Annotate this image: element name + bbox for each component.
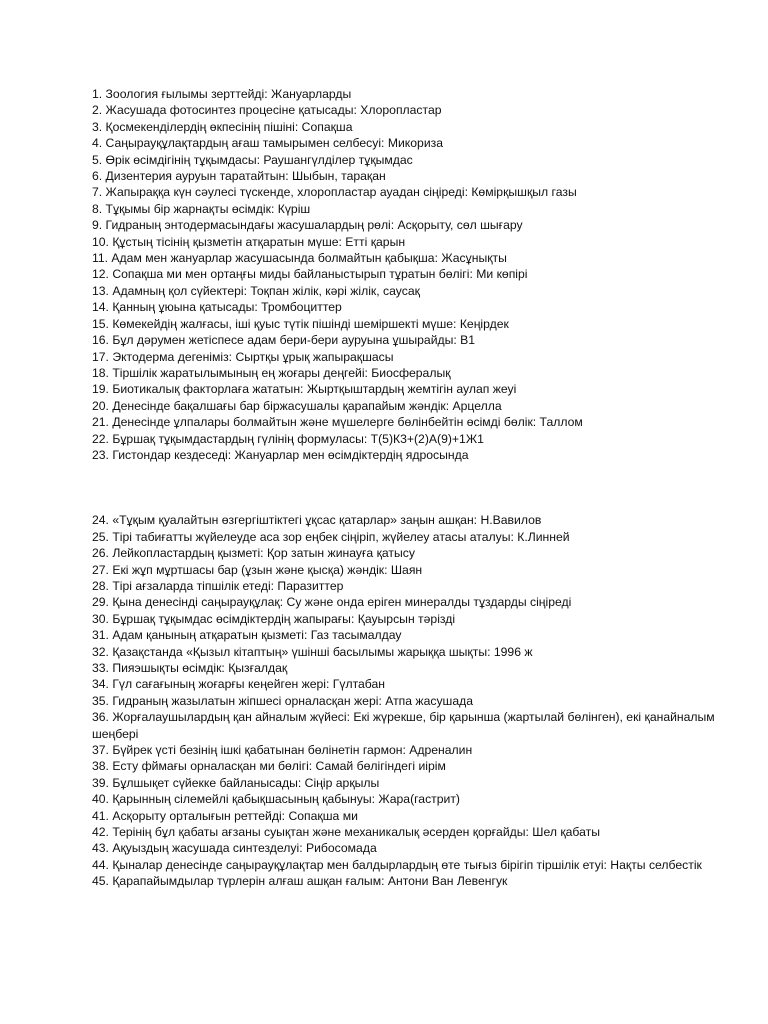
qa-item: 8. Тұқымы бір жарнақты өсімдік: Күріш bbox=[92, 201, 311, 216]
qa-list-part2 bbox=[92, 512, 752, 889]
qa-item: 35. Гидраның жазылатын жіпшесі орналасқан жері: Атпа жасушада bbox=[92, 693, 473, 708]
qa-item: 16. Бұл дәрумен жетіспесе адам бери-бери ауруына ұшырайды: В1 bbox=[92, 333, 476, 348]
qa-item: 32. Қазақстанда «Қызыл кітаптың» үшінші басылымы жарыққа шықты: 1996 ж bbox=[92, 644, 533, 659]
qa-item: 30. Бұршақ тұқымдас өсімдіктердің жапырағы: Қауырсын тәрізді bbox=[92, 611, 456, 626]
qa-item: 34. Гүл сағағының жоғарғы кеңейген жері: Гүлтабан bbox=[92, 677, 386, 692]
qa-item: 36. Жорғалаушылардың қан айналым жүйесі: Екі жүрекше, бір қарынша (жартылай бөлінген), екі қанайналым шеңбері bbox=[92, 710, 715, 741]
qa-item: 19. Биотикалық факторлаға жататын: Жыртқыштардың жемтігін аулап жеуі bbox=[92, 382, 517, 397]
qa-item: 18. Тіршілік жаратылымының ең жоғары деңгейі: Биосфералық bbox=[92, 365, 451, 380]
qa-item: 23. Гистондар кездеседі: Жануарлар мен өсімдіктердің ядросында bbox=[92, 447, 469, 462]
qa-item: 41. Асқорыту орталығын реттейді: Сопақша ми bbox=[92, 808, 358, 823]
qa-item: 37. Бүйрек үсті безінің ішкі қабатынан бөлінетін гармон: Адреналин bbox=[92, 743, 473, 758]
qa-item: 31. Адам қанының атқаратын қызметі: Газ тасымалдау bbox=[92, 628, 402, 643]
qa-item: 42. Терінің бұл қабаты ағзаны суықтан және механикалық әсерден қорғайды: Шел қабаты bbox=[92, 825, 600, 840]
qa-item: 28. Тірі ағзаларда тіпшілік етеді: Паразиттер bbox=[92, 578, 344, 593]
section-gap bbox=[92, 463, 752, 512]
qa-item: 45. Қарапайымдылар түрлерін алғаш ашқан ғалым: Антони Ван Левенгук bbox=[92, 874, 508, 889]
qa-list-part1 bbox=[92, 86, 752, 463]
qa-item: 1. Зоология ғылымы зерттейді: Жануарларды bbox=[92, 87, 352, 101]
qa-item: 2. Жасушада фотосинтез процесіне қатысады: Хлоропластар bbox=[92, 103, 442, 118]
qa-item: 21. Денесінде ұлпалары болмайтын және мүшелерге бөлінбейтін өсімді бөлік: Таллом bbox=[92, 415, 583, 430]
qa-item: 40. Қарынның сілемейлі қабықшасының қабынуы: Жара(гастрит) bbox=[92, 792, 460, 807]
qa-item: 38. Есту фймағы орналасқан ми бөлігі: Самай бөлігіндегі иірім bbox=[92, 759, 446, 774]
qa-item: 11. Адам мен жануарлар жасушасында болмайтын қабықша: Жасұнықты bbox=[92, 251, 507, 266]
qa-item: 43. Ақуыздың жасушада синтезделуі: Рибосомада bbox=[92, 841, 377, 856]
qa-item: 29. Қына денесінді саңырауқұлақ: Су және онда еріген минералды тұздарды сіңіреді bbox=[92, 595, 572, 610]
qa-item: 14. Қанның ұюына қатысады: Тромбоциттер bbox=[92, 300, 342, 315]
qa-item: 27. Екі жұп мұртшасы бар (ұзын және қысқа) жәндік: Шаян bbox=[92, 562, 423, 577]
qa-item: 15. Көмекейдің жалғасы, іші қуыс түтік пішінді шеміршекті мүше: Кеңірдек bbox=[92, 316, 509, 331]
qa-item: 7. Жапыраққа күн сәулесі түскенде, хлоропластар ауадан сіңіреді: Көмірқышқыл газы bbox=[92, 185, 577, 200]
document-page bbox=[92, 86, 752, 890]
qa-item: 22. Бұршақ тұқымдастардың гүлінің формуласы: Т(5)К3+(2)А(9)+1Ж1 bbox=[92, 431, 484, 446]
qa-item: 5. Өрік өсімдігінің тұқымдасы: Раушангүлділер тұқымдас bbox=[92, 152, 413, 167]
qa-item: 4. Саңырауқұлақтардың ағаш тамырымен селбесуі: Микориза bbox=[92, 136, 443, 151]
qa-item: 26. Лейкопластардың қызметі: Қор затын жинауға қатысу bbox=[92, 546, 415, 561]
qa-item: 25. Тірі табиғатты жүйелеуде аса зор еңбек сіңіріп, жүйелеу атасы аталуы: К.Линней bbox=[92, 529, 570, 544]
qa-item: 39. Бұлшықет сүйекке байланысады: Сіңір арқылы bbox=[92, 775, 380, 790]
qa-item: 10. Құстың тісінің қызметін атқаратын мүше: Етті қарын bbox=[92, 234, 406, 249]
qa-item: 3. Қосмекенділердің өкпесінің пішіні: Сопақша bbox=[92, 119, 353, 134]
qa-item: 13. Адамның қол сүйектері: Тоқпан жілік, кәрі жілік, саусақ bbox=[92, 283, 420, 298]
qa-item: 9. Гидраның энтодермасындағы жасушалардың рөлі: Асқорыту, сөл шығару bbox=[92, 218, 523, 233]
qa-item: 6. Дизентерия ауруын таратайтын: Шыбын, тарақан bbox=[92, 169, 386, 184]
qa-item: 33. Пияэшықты өсімдік: Қызғалдақ bbox=[92, 661, 288, 675]
qa-item: 12. Сопақша ми мен ортаңғы миды байланыстырып тұратын бөлігі: Ми көпірі bbox=[92, 267, 528, 282]
qa-item: 20. Денесінде бақалшағы бар біржасушалы қарапайым жәндік: Арцелла bbox=[92, 398, 502, 413]
qa-item: 17. Эктодерма дегеніміз: Сыртқы ұрық жапырақшасы bbox=[92, 349, 394, 364]
qa-item: 44. Қыналар денесінде саңырауқұлақтар мен балдырлардың өте тығыз бірігіп тіршілік етуі: Нақты селбестік bbox=[92, 857, 702, 872]
qa-item: 24. «Тұқым қуалайтын өзгергіштіктегі ұқсас қатарлар» заңын ашқан: Н.Вавилов bbox=[92, 513, 542, 528]
